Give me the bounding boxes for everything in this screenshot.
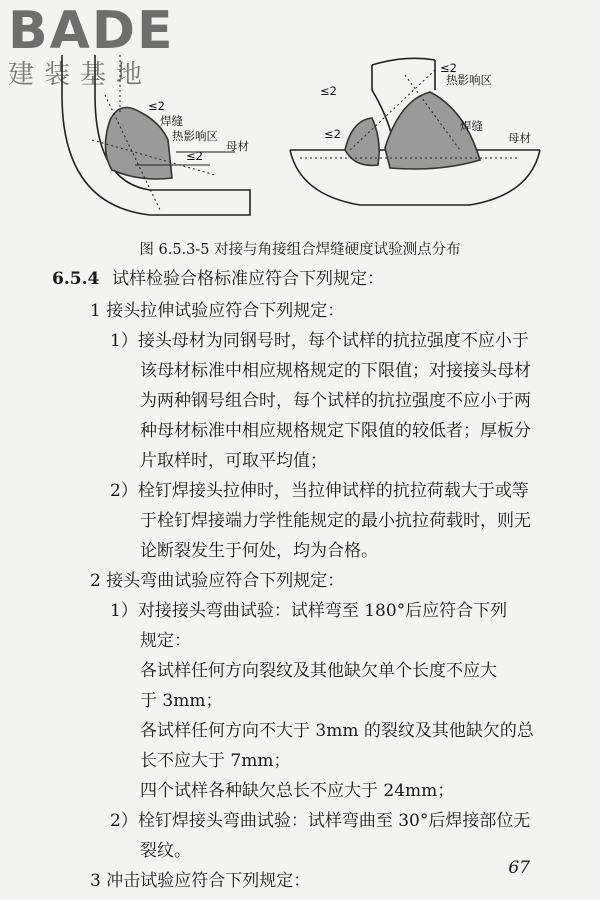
item-1-1-line3: 为两种钢号组合时，每个试样的抗拉强度不应小于两 — [140, 391, 531, 411]
figure-caption: 图 6.5.3-5 对接与角接组合焊缝硬度试验测点分布 — [139, 242, 461, 258]
item-1-2-line1: 2）栓钉焊接头拉伸时，当拉伸试样的抗拉荷载大于或等 — [110, 481, 529, 501]
dim-label-right-upper: ≤2 — [440, 61, 457, 75]
item-2-1-line5: 各试样任何方向不大于 3mm 的裂纹及其他缺欠的总 — [140, 721, 534, 741]
weld-label-right: 焊缝 — [460, 119, 483, 133]
dim-label-right-top: ≤2 — [320, 84, 337, 98]
item-2-1-line6: 长不应大于 7mm； — [140, 751, 291, 771]
item-2-1-line2: 规定： — [140, 631, 191, 651]
page-number: 67 — [508, 858, 530, 878]
item-1-1-line4: 种母材标准中相应规格规定下限值的较低者；厚板分 — [140, 421, 531, 441]
item-3: 3 冲击试验应符合下列规定： — [90, 871, 311, 891]
base-metal-label-left: 母材 — [226, 139, 249, 153]
item-1-1-line1: 1）接头母材为同钢号时，每个试样的抗拉强度不应小于 — [110, 331, 529, 351]
haz-label-right: 热影响区 — [446, 73, 492, 87]
item-2-2-line2: 裂纹。 — [140, 841, 191, 861]
item-2-1-line3: 各试样任何方向裂纹及其他缺欠单个长度不应大 — [140, 661, 497, 681]
section-number: 6.5.4 — [52, 269, 100, 289]
item-1-1-line5: 片取样时，可取平均值； — [140, 451, 327, 471]
item-1-2-line3: 论断裂发生于何处，均为合格。 — [140, 541, 378, 561]
dim-label-right-mid: ≤2 — [324, 127, 341, 141]
left-diagram — [62, 55, 250, 215]
item-2-1-line7: 四个试样各种缺欠总长不应大于 24mm； — [140, 781, 455, 801]
hardness-test-figure — [0, 0, 600, 235]
haz-label-left: 热影响区 — [172, 129, 218, 143]
item-1-2-line2: 于栓钉焊接端力学性能规定的最小抗拉荷载时，则无 — [140, 511, 531, 531]
base-metal-label-right: 母材 — [508, 131, 531, 145]
item-2-2-line1: 2）栓钉焊接头弯曲试验：试样弯曲至 30°后焊接部位无 — [110, 811, 531, 831]
logo-brand: BADE — [8, 1, 175, 61]
dim-label-left-1: ≤2 — [148, 99, 165, 113]
section-heading: 试样检验合格标准应符合下列规定： — [112, 269, 384, 289]
item-1-1-line2: 该母材标准中相应规格规定的下限值；对接接头母材 — [140, 361, 531, 381]
logo-subtitle: 建装基地 — [8, 60, 153, 90]
item-2: 2 接头弯曲试验应符合下列规定： — [90, 571, 345, 591]
item-2-1-line4: 于 3mm； — [140, 691, 223, 711]
item-1: 1 接头拉伸试验应符合下列规定： — [90, 301, 345, 321]
weld-label-left: 焊缝 — [160, 114, 183, 128]
item-2-1-line1: 1）对接接头弯曲试验：试样弯至 180°后应符合下列 — [110, 601, 508, 621]
dim-label-left-2: ≤2 — [186, 149, 203, 163]
